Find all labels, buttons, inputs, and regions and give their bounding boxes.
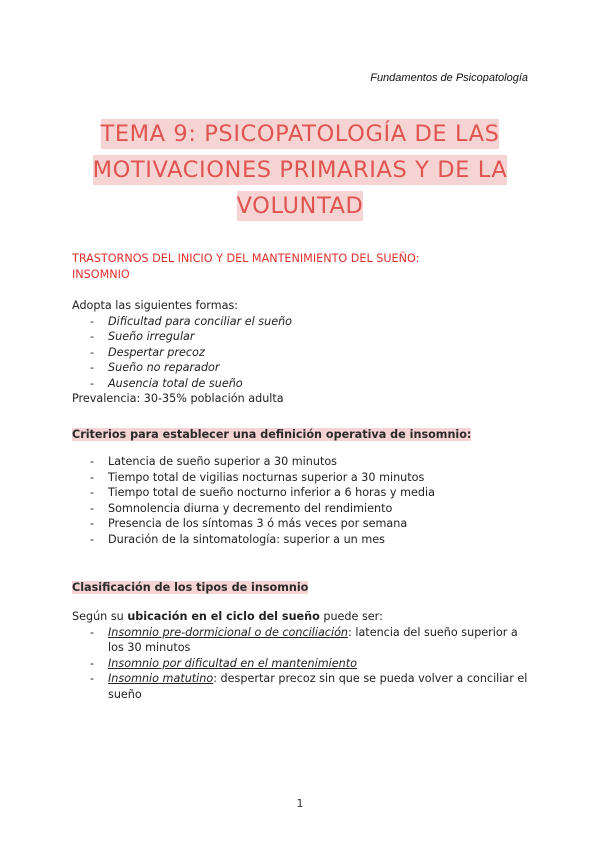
list-item: - Duración de la sintomatología: superior a un mes [72, 532, 528, 548]
criteria-heading-wrapper [72, 423, 528, 443]
list-item: - Tiempo total de vigilias nocturnas superior a 30 minutos [72, 470, 528, 486]
running-header: Fundamentos de Psicopatología [370, 72, 528, 84]
insomnia-type-desc: : latencia del sueño superior a los 30 minutos [108, 625, 518, 654]
section-heading-line-1: TRASTORNOS DEL INICIO Y DEL MANTENIMIENTO DEL SUEÑO: [72, 252, 420, 265]
list-item: - Latencia de sueño superior a 30 minutos [72, 454, 528, 470]
classification-heading-wrapper [72, 576, 528, 596]
list-item: - Presencia de los síntomas 3 ó más veces por semana [72, 516, 528, 532]
list-item: - Despertar precoz [72, 345, 528, 361]
list-item: - Dificultad para conciliar el sueño [72, 314, 528, 330]
criteria-block [72, 454, 528, 547]
forms-block [72, 298, 528, 407]
section-heading-line-2: INSOMNIO [72, 267, 130, 281]
classification-intro-prefix: Según su [72, 610, 128, 623]
list-item: - Tiempo total de sueño nocturno inferior a 6 horas y media [72, 485, 528, 501]
insomnia-type-name: Insomnio por dificultad en el mantenimiento [108, 656, 357, 670]
criteria-list [72, 454, 528, 547]
insomnia-type-name: Insomnio pre-dormicional o de conciliación [108, 625, 349, 639]
prevalence-text: Prevalencia: 30-35% población adulta [72, 392, 284, 405]
classification-heading: Clasificación de los tipos de insomnio [72, 581, 309, 594]
title-line-2: MOTIVACIONES PRIMARIAS Y DE LA [92, 157, 508, 183]
classification-block [72, 609, 528, 702]
page-title [72, 116, 528, 224]
list-item: - Sueño irregular [72, 329, 528, 345]
forms-intro: Adopta las siguientes formas: [72, 299, 239, 312]
insomnia-type-desc: : despertar precoz sin que se pueda volver a conciliar el sueño [108, 672, 528, 701]
section-heading-insomnio [72, 251, 512, 282]
forms-list [72, 314, 528, 392]
insomnia-type-name: Insomnio matutino [108, 672, 214, 685]
classification-intro-suffix: puede ser: [319, 610, 383, 623]
classification-list [72, 625, 528, 703]
list-item: - Sueño no reparador [72, 360, 528, 376]
title-line-3: VOLUNTAD [236, 193, 364, 219]
list-item [72, 671, 528, 702]
list-item [72, 625, 528, 656]
title-line-1: TEMA 9: PSICOPATOLOGÍA DE LAS [100, 121, 500, 147]
list-item: - Somnolencia diurna y decremento del rendimiento [72, 501, 528, 517]
criteria-heading: Criterios para establecer una definición operativa de insomnio: [72, 428, 472, 441]
page-number: 1 [296, 797, 304, 810]
list-item: - Ausencia total de sueño [72, 376, 528, 392]
list-item [72, 656, 528, 672]
classification-intro-bold: ubicación en el ciclo del sueño [127, 610, 320, 623]
classification-intro [72, 609, 528, 625]
